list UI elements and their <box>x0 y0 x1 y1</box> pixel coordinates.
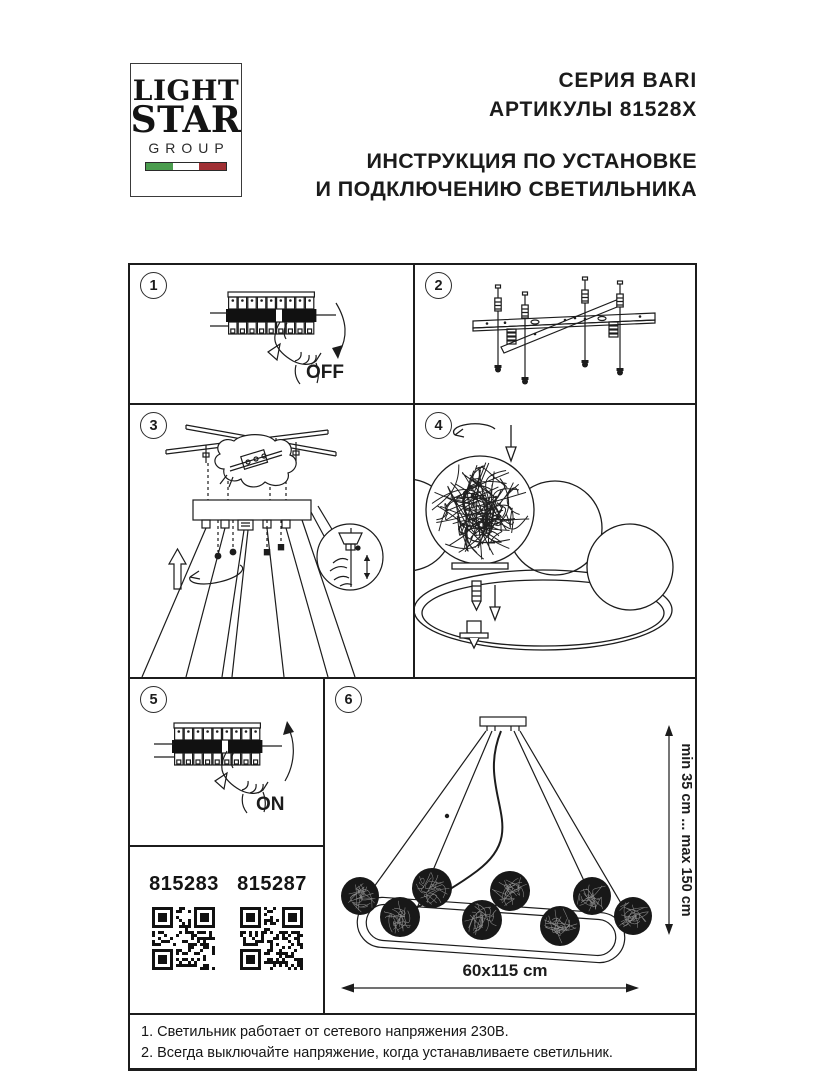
lightstar-logo <box>130 63 242 197</box>
step-number-badge <box>140 272 167 299</box>
step4-drawing-sphere-assembly <box>415 405 695 677</box>
footnote-2: 2. Всегда выключайте напряжение, когда устанавливаете светильник. <box>141 1045 613 1061</box>
step-panel-5 <box>128 677 325 1015</box>
ceiling-plate <box>480 717 526 726</box>
arrowhead-down-icon <box>332 345 343 359</box>
step-panel-1 <box>128 263 415 405</box>
step-number-badge <box>425 412 452 439</box>
rotate-arrow-icon <box>454 424 495 435</box>
step-panel-4 <box>413 403 697 679</box>
step-number: 3 <box>149 417 158 434</box>
logo-word-group: GROUP <box>148 139 230 156</box>
series-title: СЕРИЯ BARI <box>558 69 697 92</box>
ceiling-canopy <box>193 500 311 520</box>
step2-drawing-mounting-brackets <box>415 265 695 403</box>
product-number-left: 815283 <box>149 873 219 895</box>
footnotes-box <box>128 1013 697 1071</box>
step-number-badge <box>140 686 167 713</box>
cable-weight <box>278 544 284 550</box>
down-arrow-icon <box>490 585 500 620</box>
glass-sphere <box>587 524 673 610</box>
step3-drawing-canopy-wiring <box>130 405 413 677</box>
instruction-title-line2: И ПОДКЛЮЧЕНИЮ СВЕТИЛЬНИКА <box>315 177 697 201</box>
step-number: 6 <box>344 691 353 708</box>
qr-code-815283 <box>152 907 215 970</box>
instruction-title-line1: ИНСТРУКЦИЯ ПО УСТАНОВКЕ <box>366 149 697 173</box>
step-panel-3 <box>128 403 415 679</box>
logo-word-light: LIGHT <box>132 74 240 107</box>
screw-body <box>467 621 481 633</box>
instruction-title <box>300 147 697 203</box>
header-text-block <box>300 66 697 203</box>
height-dimension-label: min 35 cm ... max 150 cm <box>678 743 694 917</box>
step-panel-2 <box>413 263 697 405</box>
step-number-badge <box>140 412 167 439</box>
threaded-anchor <box>472 581 481 610</box>
flag-white-stripe <box>173 163 200 170</box>
qr-code-815287 <box>240 907 303 970</box>
size-dimension-label: 60x115 cm <box>462 961 548 980</box>
product-number-right: 815287 <box>237 873 307 895</box>
arrow-down-curve <box>336 303 345 353</box>
footnote-1: 1. Светильник работает от сетевого напряжения 230В. <box>141 1024 509 1040</box>
wire-balls <box>341 868 652 946</box>
cable-weight <box>215 553 222 560</box>
flag-red-stripe <box>199 163 226 170</box>
italian-flag-icon <box>145 162 227 171</box>
cable-weight <box>230 549 237 556</box>
on-label: ON <box>256 794 285 815</box>
step-number: 5 <box>149 691 158 708</box>
logo-word-star: STAR <box>130 98 242 141</box>
up-arrow-icon <box>169 549 186 589</box>
step6-drawing-chandelier-dimensions <box>325 679 695 1013</box>
step-number: 4 <box>434 417 443 434</box>
step-number: 1 <box>149 277 158 294</box>
step-number-badge <box>425 272 452 299</box>
articles-title: АРТИКУЛЫ 81528X <box>489 98 697 121</box>
step-number-badge <box>335 686 362 713</box>
rotate-arrow-icon <box>190 565 243 584</box>
step1-drawing-breaker-off <box>130 265 413 403</box>
ball-base <box>452 563 508 569</box>
product-codes-section <box>130 845 323 1013</box>
step-number: 2 <box>434 277 443 294</box>
arrowhead-up-icon <box>283 721 294 735</box>
step-panel-6 <box>323 677 697 1015</box>
cable-weight <box>264 549 270 555</box>
arrow-up-curve <box>285 727 293 781</box>
flag-green-stripe <box>146 163 173 170</box>
off-label: OFF <box>306 362 344 383</box>
down-arrow-icon <box>506 425 516 461</box>
